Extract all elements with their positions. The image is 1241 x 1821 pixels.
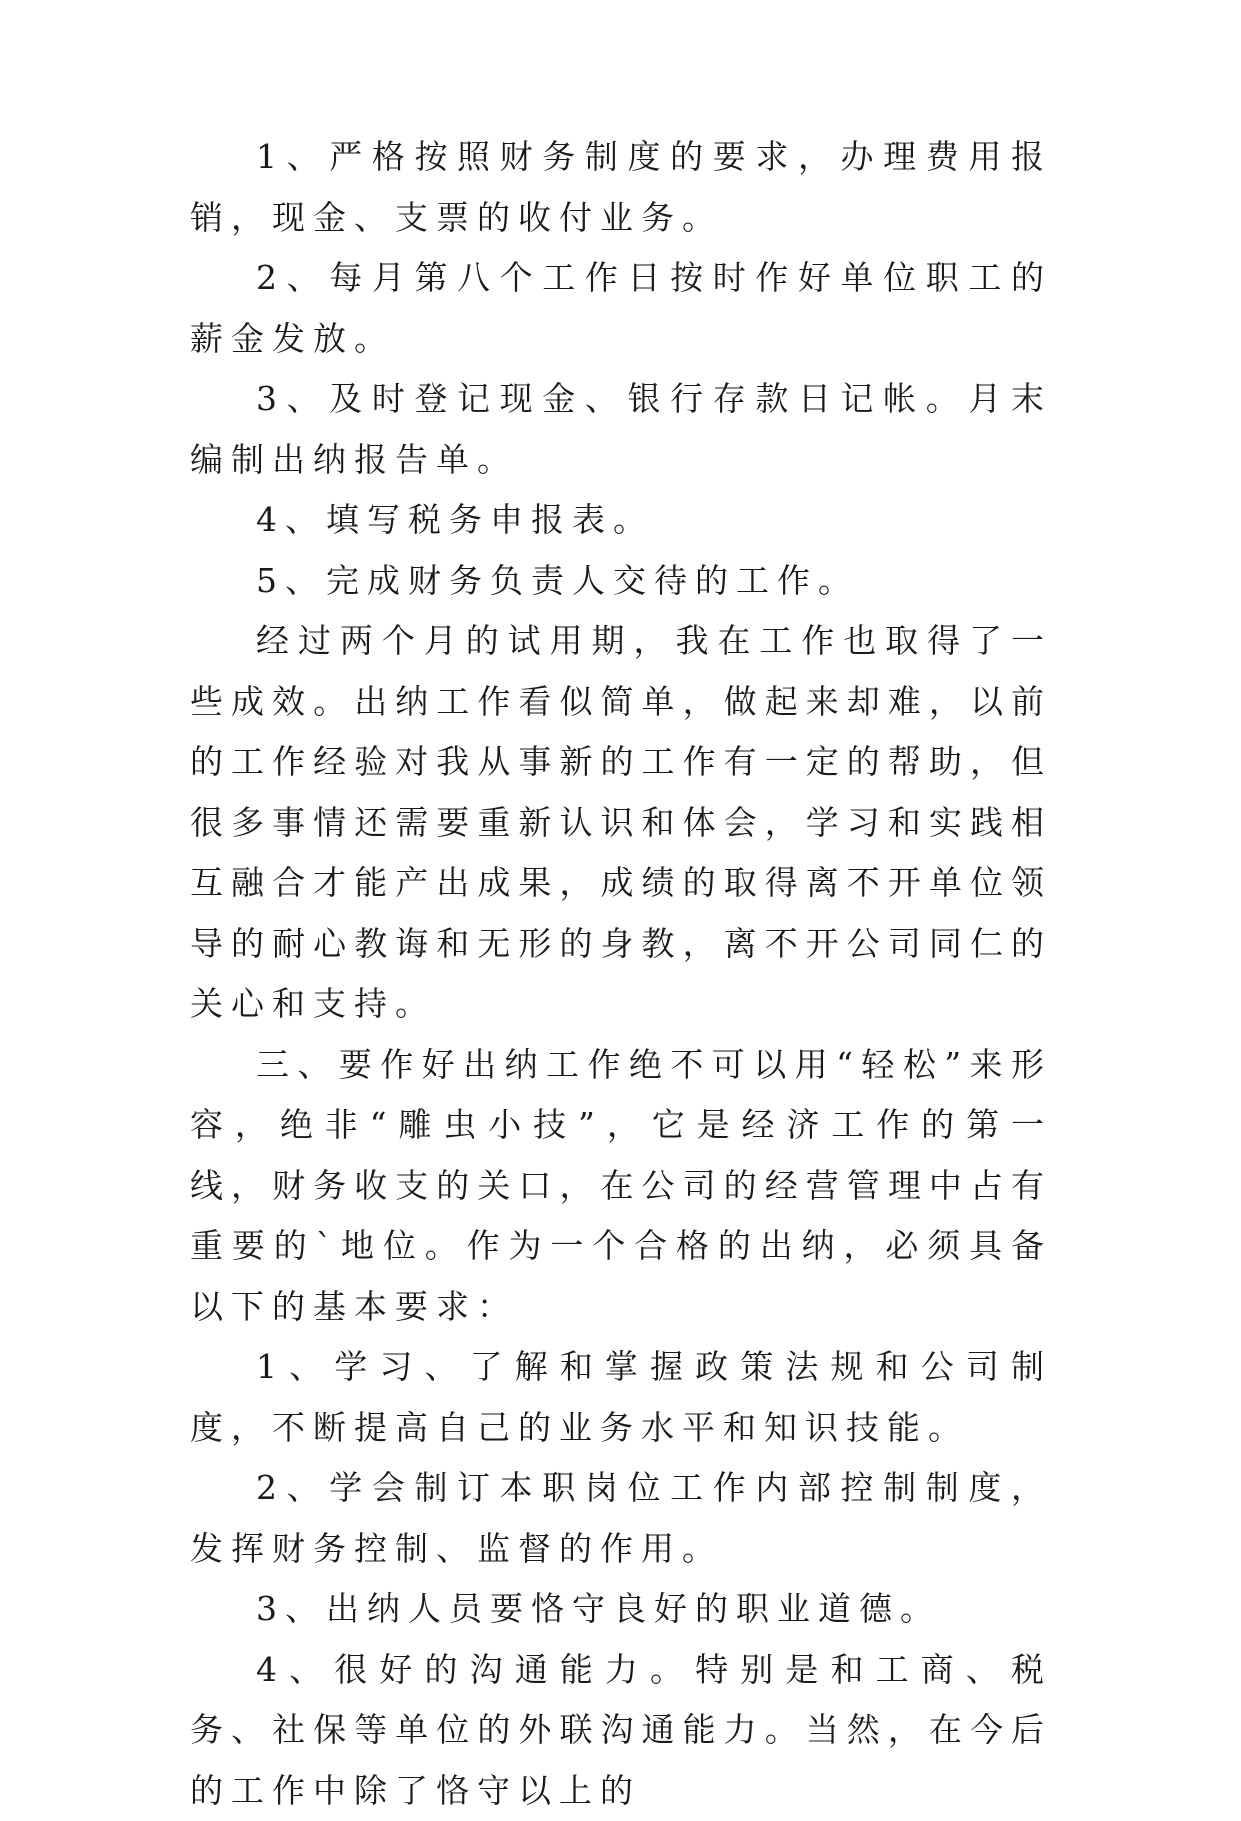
paragraph-duty-2: 2、每月第八个工作日按时作好单位职工的薪金发放。 <box>190 248 1052 369</box>
paragraph-requirement-1: 1、学习、了解和掌握政策法规和公司制度，不断提高自己的业务水平和知识技能。 <box>190 1337 1052 1458</box>
paragraph-requirement-3: 3、出纳人员要恪守良好的职业道德。 <box>190 1579 1052 1640</box>
paragraph-duty-3: 3、及时登记现金、银行存款日记帐。月末编制出纳报告单。 <box>190 369 1052 490</box>
paragraph-requirement-4: 4、很好的沟通能力。特别是和工商、税务、社保等单位的外联沟通能力。当然，在今后的工作中除了恪守以上的 <box>190 1640 1052 1821</box>
paragraph-duty-4: 4、填写税务申报表。 <box>190 490 1052 551</box>
paragraph-probation-summary: 经过两个月的试用期，我在工作也取得了一些成效。出纳工作看似简单，做起来却难，以前的工作经验对我从事新的工作有一定的帮助，但很多事情还需要重新认识和体会，学习和实践相互融合才能产出成果，成绩的取得离不开单位领导的耐心教诲和无形的身教，离不开公司同仁的关心和支持。 <box>190 611 1052 1035</box>
paragraph-duty-1: 1、严格按照财务制度的要求，办理费用报销，现金、支票的收付业务。 <box>190 127 1052 248</box>
paragraph-section-three: 三、要作好出纳工作绝不可以用“轻松”来形容，绝非“雕虫小技”，它是经济工作的第一线，财务收支的关口，在公司的经营管理中占有重要的`地位。作为一个合格的出纳，必须具备以下的基本要求： <box>190 1035 1052 1338</box>
document-body <box>190 127 1052 1821</box>
paragraph-duty-5: 5、完成财务负责人交待的工作。 <box>190 551 1052 612</box>
paragraph-requirement-2: 2、学会制订本职岗位工作内部控制制度，发挥财务控制、监督的作用。 <box>190 1458 1052 1579</box>
